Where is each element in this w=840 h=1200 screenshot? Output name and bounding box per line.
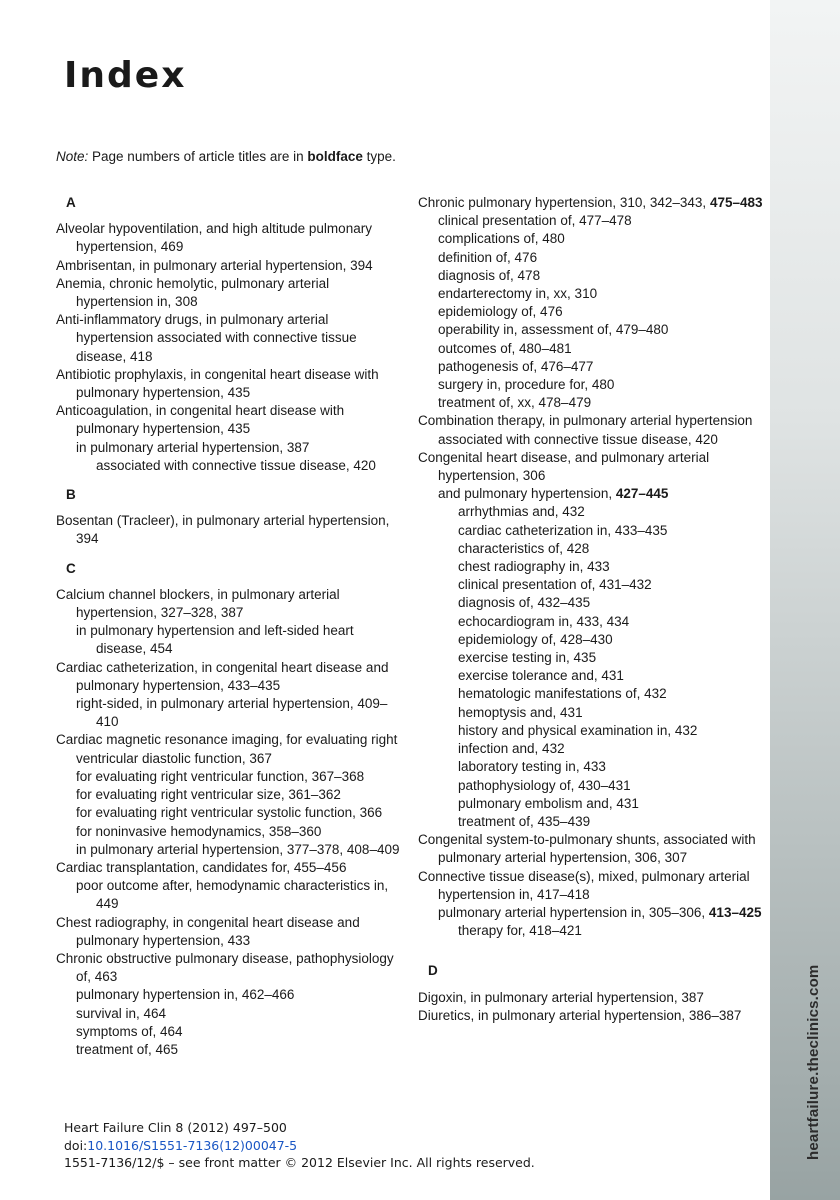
entry-text: Connective tissue disease(s), mixed, pulmonary arterial hypertension in, 417–418 bbox=[418, 868, 750, 902]
index-entry bbox=[418, 449, 763, 485]
index-subentry bbox=[418, 485, 763, 503]
index-subentry bbox=[56, 695, 401, 731]
index-subentry bbox=[418, 685, 763, 703]
index-subentry bbox=[418, 631, 763, 649]
section-letter: B bbox=[66, 487, 76, 503]
footer-copyright: 1551-7136/12/$ – see front matter © 2012 Elsevier Inc. All rights reserved. bbox=[64, 1155, 535, 1170]
entry-text: Ambrisentan, in pulmonary arterial hypertension, 394 bbox=[56, 257, 373, 273]
entry-text: clinical presentation of, 431–432 bbox=[458, 577, 652, 593]
entry-text: poor outcome after, hemodynamic characteristics in, 449 bbox=[76, 878, 389, 912]
index-subentry bbox=[56, 1041, 401, 1059]
index-subentry bbox=[56, 1005, 401, 1023]
entry-text: in pulmonary arterial hypertension, 377–378, 408–409 bbox=[76, 841, 400, 857]
entry-text: treatment of, 465 bbox=[76, 1041, 179, 1057]
index-entry bbox=[56, 220, 401, 256]
entry-text: Congenital heart disease, and pulmonary arterial hypertension, 306 bbox=[418, 449, 710, 484]
entry-text: Cardiac magnetic resonance imaging, for evaluating right ventricular diastolic function, 367 bbox=[56, 732, 398, 766]
index-subentry bbox=[418, 285, 763, 303]
entry-text: symptoms of, 464 bbox=[76, 1023, 183, 1039]
index-subentry bbox=[418, 340, 763, 358]
index-entry bbox=[56, 366, 401, 402]
article-page-range: 427–445 bbox=[615, 486, 669, 502]
entry-text: right-sided, in pulmonary arterial hypertension, 409–410 bbox=[76, 696, 388, 730]
entry-text: Calcium channel blockers, in pulmonary arterial hypertension, 327–328, 387 bbox=[56, 586, 340, 621]
index-entry bbox=[56, 311, 401, 366]
entry-text: pulmonary hypertension in, 462–466 bbox=[76, 987, 295, 1003]
entry-text: clinical presentation of, 477–478 bbox=[438, 213, 632, 229]
entry-text: for evaluating right ventricular function, 367–368 bbox=[76, 768, 365, 784]
entry-text: Digoxin, in pulmonary arterial hypertension, 387 bbox=[418, 989, 704, 1005]
index-subentry bbox=[418, 704, 763, 722]
entry-text: pathophysiology of, 430–431 bbox=[458, 777, 631, 793]
entry-text: diagnosis of, 432–435 bbox=[458, 595, 591, 611]
index-subentry bbox=[418, 904, 763, 922]
index-subentry bbox=[418, 303, 763, 321]
index-subentry bbox=[418, 267, 763, 285]
doi-label: doi: bbox=[64, 1137, 88, 1153]
index-subentry bbox=[56, 1023, 401, 1041]
index-entry bbox=[418, 831, 763, 867]
entry-text: Anemia, chronic hemolytic, pulmonary arterial hypertension in, 308 bbox=[56, 275, 330, 310]
index-entry bbox=[418, 194, 763, 212]
index-entry bbox=[56, 402, 401, 438]
entry-text: Alveolar hypoventilation, and high altitude pulmonary hypertension, 469 bbox=[56, 221, 372, 255]
index-subentry bbox=[418, 594, 763, 612]
note-text-pre: Page numbers of article titles are in bbox=[88, 149, 308, 164]
entry-text: in pulmonary hypertension and left-sided heart disease, 454 bbox=[76, 623, 354, 657]
index-subentry bbox=[418, 321, 763, 339]
index-subentry bbox=[418, 540, 763, 558]
index-subentry bbox=[56, 439, 401, 457]
index-subentry bbox=[56, 986, 401, 1004]
index-entry bbox=[56, 586, 401, 622]
index-subentry bbox=[56, 804, 401, 822]
entry-text: laboratory testing in, 433 bbox=[458, 759, 606, 775]
index-entry bbox=[56, 914, 401, 950]
index-subentry bbox=[418, 777, 763, 795]
journal-url: heartfailure.theclinics.com bbox=[805, 964, 822, 1160]
entry-text: for noninvasive hemodynamics, 358–360 bbox=[76, 823, 322, 839]
entry-text: Bosentan (Tracleer), in pulmonary arterial hypertension, 394 bbox=[56, 513, 390, 547]
entry-text: Anti-inflammatory drugs, in pulmonary arterial hypertension associated with connective tissue disease, 418 bbox=[56, 312, 357, 364]
index-subentry bbox=[418, 667, 763, 685]
index-entry bbox=[56, 512, 401, 548]
entry-text: for evaluating right ventricular systolic function, 366 bbox=[76, 805, 383, 821]
entry-text: and pulmonary hypertension, bbox=[438, 486, 616, 502]
index-subentry bbox=[418, 522, 763, 540]
index-subentry bbox=[56, 768, 401, 786]
entry-text: Anticoagulation, in congenital heart disease with pulmonary hypertension, 435 bbox=[56, 403, 345, 437]
index-subentry bbox=[418, 230, 763, 248]
index-entry bbox=[418, 868, 763, 904]
section-letter: C bbox=[66, 560, 76, 576]
entry-text: Chronic pulmonary hypertension, 310, 342–343, bbox=[418, 195, 710, 210]
index-entry bbox=[56, 275, 401, 311]
entry-text: diagnosis of, 478 bbox=[438, 267, 541, 283]
entry-text: infection and, 432 bbox=[458, 741, 565, 757]
article-page-range: 413–425 bbox=[708, 904, 762, 920]
index-entry bbox=[418, 412, 763, 448]
section-letter: A bbox=[66, 195, 76, 210]
entry-text: echocardiogram in, 433, 434 bbox=[458, 613, 630, 629]
entry-text: Antibiotic prophylaxis, in congenital heart disease with pulmonary hypertension, 435 bbox=[56, 366, 379, 401]
entry-text: cardiac catheterization in, 433–435 bbox=[458, 522, 668, 538]
entry-text: operability in, assessment of, 479–480 bbox=[438, 322, 669, 338]
index-subentry bbox=[56, 622, 401, 658]
entry-text: exercise testing in, 435 bbox=[458, 650, 597, 666]
article-page-range: 475–483 bbox=[709, 195, 763, 210]
footer-journal: Heart Failure Clin 8 (2012) 497–500 bbox=[64, 1120, 287, 1135]
doi-link[interactable]: 10.1016/S1551-7136(12)00047-5 bbox=[87, 1137, 298, 1153]
index-subentry bbox=[418, 558, 763, 576]
index-subentry bbox=[56, 877, 401, 913]
index-subentry bbox=[418, 376, 763, 394]
index-subentry bbox=[418, 758, 763, 776]
entry-text: pulmonary arterial hypertension in, 305–306, bbox=[438, 904, 709, 920]
entry-text: history and physical examination in, 432 bbox=[458, 722, 698, 738]
entry-text: hemoptysis and, 431 bbox=[458, 704, 583, 720]
index-subentry bbox=[418, 795, 763, 813]
index-entry bbox=[418, 989, 763, 1007]
entry-text: endarterectomy in, xx, 310 bbox=[438, 286, 598, 302]
index-subentry bbox=[418, 649, 763, 667]
entry-text: associated with connective tissue disease, 420 bbox=[96, 457, 376, 473]
entry-text: treatment of, xx, 478–479 bbox=[438, 395, 592, 411]
index-subentry bbox=[418, 722, 763, 740]
entry-text: arrhythmias and, 432 bbox=[458, 504, 585, 520]
index-column-right bbox=[418, 194, 763, 1025]
index-subentry bbox=[418, 249, 763, 267]
index-subentry bbox=[418, 613, 763, 631]
index-entry bbox=[56, 659, 401, 695]
entry-text: chest radiography in, 433 bbox=[458, 559, 610, 575]
page-title: Index bbox=[64, 55, 187, 96]
index-column-left bbox=[56, 194, 401, 1059]
index-subentry bbox=[418, 503, 763, 521]
index-subentry bbox=[418, 740, 763, 758]
index-subentry bbox=[418, 813, 763, 831]
index-entry bbox=[418, 1007, 763, 1025]
entry-text: Cardiac catheterization, in congenital heart disease and pulmonary hypertension, 433–435 bbox=[56, 659, 389, 693]
index-subentry bbox=[418, 922, 763, 940]
entry-text: Cardiac transplantation, candidates for, 455–456 bbox=[56, 859, 347, 875]
entry-text: in pulmonary arterial hypertension, 387 bbox=[76, 439, 310, 455]
note-label: Note: bbox=[56, 149, 89, 164]
index-subentry bbox=[418, 358, 763, 376]
index-subentry bbox=[418, 394, 763, 412]
entry-text: complications of, 480 bbox=[438, 231, 565, 247]
footer bbox=[64, 1119, 535, 1172]
entry-text: Combination therapy, in pulmonary arterial hypertension associated with connective tissue disease, 420 bbox=[418, 413, 753, 447]
entry-text: exercise tolerance and, 431 bbox=[458, 668, 624, 684]
index-entry bbox=[56, 859, 401, 877]
entry-text: treatment of, 435–439 bbox=[458, 813, 591, 829]
index-subentry bbox=[418, 576, 763, 594]
entry-text: Diuretics, in pulmonary arterial hypertension, 386–387 bbox=[418, 1007, 742, 1023]
entry-text: pathogenesis of, 476–477 bbox=[438, 358, 594, 374]
entry-text: epidemiology of, 428–430 bbox=[458, 631, 613, 647]
entry-text: Chest radiography, in congenital heart disease and pulmonary hypertension, 433 bbox=[56, 914, 360, 948]
entry-text: pulmonary embolism and, 431 bbox=[458, 795, 639, 811]
note-text-post: type. bbox=[362, 149, 396, 164]
entry-text: hematologic manifestations of, 432 bbox=[458, 686, 667, 702]
note-line bbox=[56, 148, 396, 166]
entry-text: Chronic obstructive pulmonary disease, pathophysiology of, 463 bbox=[56, 950, 394, 985]
index-subentry bbox=[56, 786, 401, 804]
entry-text: Congenital system-to-pulmonary shunts, associated with pulmonary arterial hypertension, 306, 307 bbox=[418, 832, 756, 866]
entry-text: therapy for, 418–421 bbox=[458, 923, 582, 939]
note-text-bold: boldface bbox=[307, 149, 363, 164]
entry-text: surgery in, procedure for, 480 bbox=[438, 377, 615, 393]
entry-text: for evaluating right ventricular size, 361–362 bbox=[76, 787, 341, 803]
index-subentry bbox=[418, 212, 763, 230]
index-subentry bbox=[56, 457, 401, 475]
index-subentry bbox=[56, 823, 401, 841]
entry-text: definition of, 476 bbox=[438, 249, 538, 265]
entry-text: characteristics of, 428 bbox=[458, 540, 590, 556]
entry-text: epidemiology of, 476 bbox=[438, 304, 563, 320]
index-entry bbox=[56, 257, 401, 275]
entry-text: outcomes of, 480–481 bbox=[438, 340, 572, 356]
index-entry bbox=[56, 950, 401, 986]
index-subentry bbox=[56, 841, 401, 859]
footer-doi bbox=[64, 1137, 535, 1155]
section-letter: D bbox=[428, 963, 438, 979]
entry-text: survival in, 464 bbox=[76, 1005, 167, 1021]
index-entry bbox=[56, 731, 401, 767]
